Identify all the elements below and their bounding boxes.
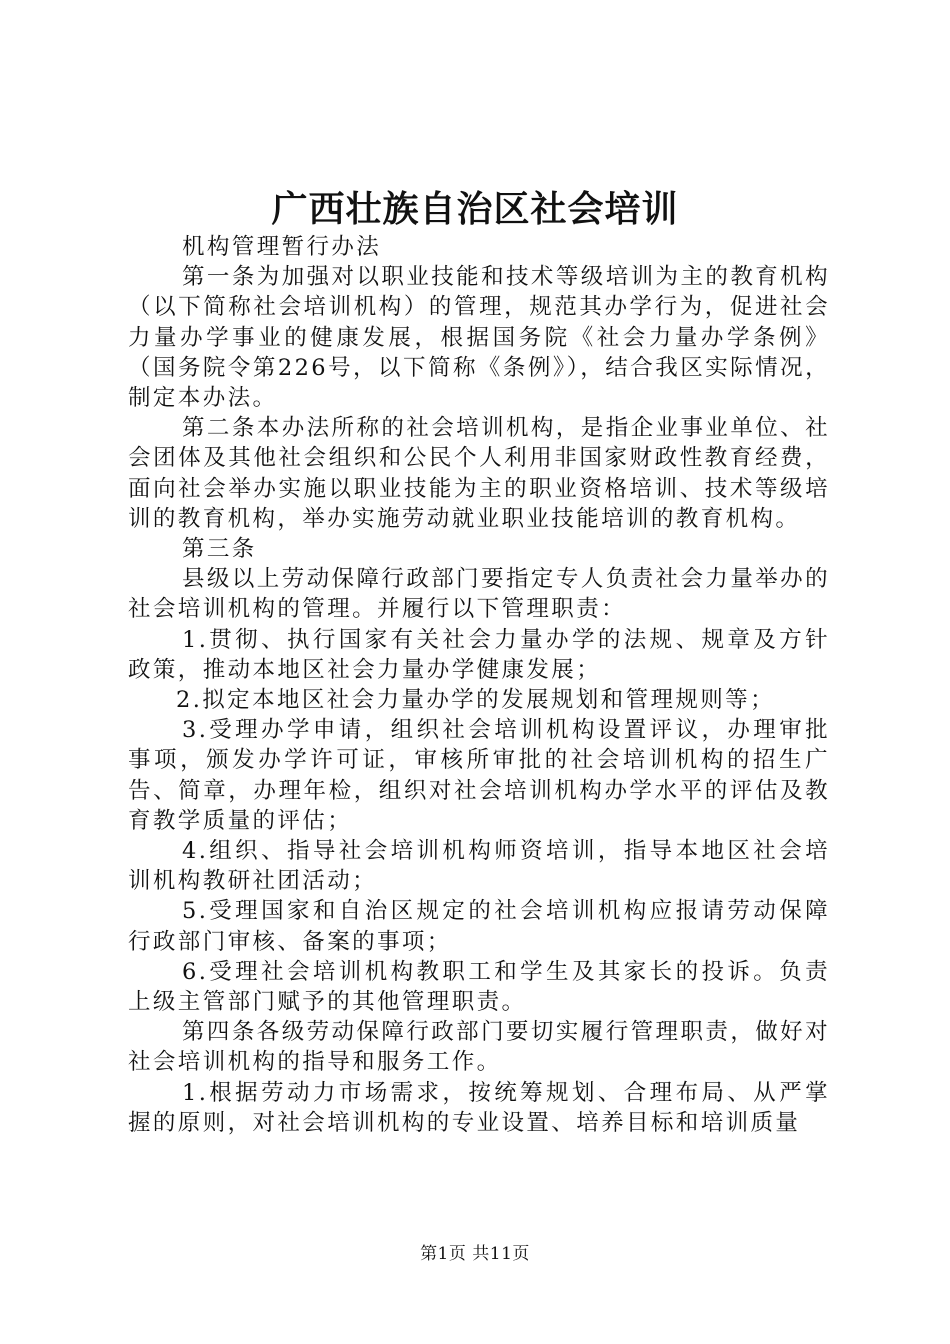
paragraph-subtitle: 机构管理暂行办法: [182, 234, 382, 260]
paragraph-item-3: 3.受理办学申请，组织社会培训机构设置评议，办理审批事项，颁发办学许可证，审核所审批的社会培训机构的招生广告、简章，办理年检，组织对社会培训机构办学水平的评估及教育教学质量的评估；: [128, 717, 830, 834]
paragraph-article-4: 第四条各级劳动保障行政部门要切实履行管理职责，做好对社会培训机构的指导和服务工作。: [128, 1019, 830, 1076]
paragraph-article-2: 第二条本办法所称的社会培训机构，是指企业事业单位、社会团体及其他社会组织和公民个人利用非国家财政性教育经费，面向社会举办实施以职业技能为主的职业资格培训、技术等级培训的教育机构，举办实施劳动就业职业技能培训的教育机构。: [128, 415, 830, 532]
paragraph-article-4-item-1: 1.根据劳动力市场需求，按统筹规划、合理布局、从严掌握的原则，对社会培训机构的专业设置、培养目标和培训质量: [128, 1079, 830, 1136]
page-footer: 第1页 共11页: [420, 1244, 530, 1264]
paragraph-article-1: 第一条为加强对以职业技能和技术等级培训为主的教育机构（以下简称社会培训机构）的管理，规范其办学行为，促进社会力量办学事业的健康发展，根据国务院《社会力量办学条例》（国务院令第226号，以下简称《条例》），结合我区实际情况，制定本办法。: [128, 264, 830, 412]
document-body: [128, 232, 830, 1138]
paragraph-item-5: 5.受理国家和自治区规定的社会培训机构应报请劳动保障行政部门审核、备案的事项；: [128, 898, 830, 955]
paragraph-article-3-heading: 第三条: [182, 536, 257, 563]
paragraph-item-4: 4.组织、指导社会培训机构师资培训，指导本地区社会培训机构教研社团活动；: [128, 838, 830, 895]
paragraph-item-6: 6.受理社会培训机构教职工和学生及其家长的投诉。负责上级主管部门赋予的其他管理职责。: [128, 958, 830, 1016]
paragraph-item-2: 2.拟定本地区社会力量办学的发展规划和管理规则等；: [176, 687, 775, 714]
document-title: 广西壮族自治区社会培训: [271, 188, 679, 230]
paragraph-item-1: 1.贯彻、执行国家有关社会力量办学的法规、规章及方针政策，推动本地区社会力量办学健康发展；: [128, 626, 830, 683]
paragraph-article-3-body: 县级以上劳动保障行政部门要指定专人负责社会力量举办的社会培训机构的管理。并履行以下管理职责：: [128, 566, 830, 623]
